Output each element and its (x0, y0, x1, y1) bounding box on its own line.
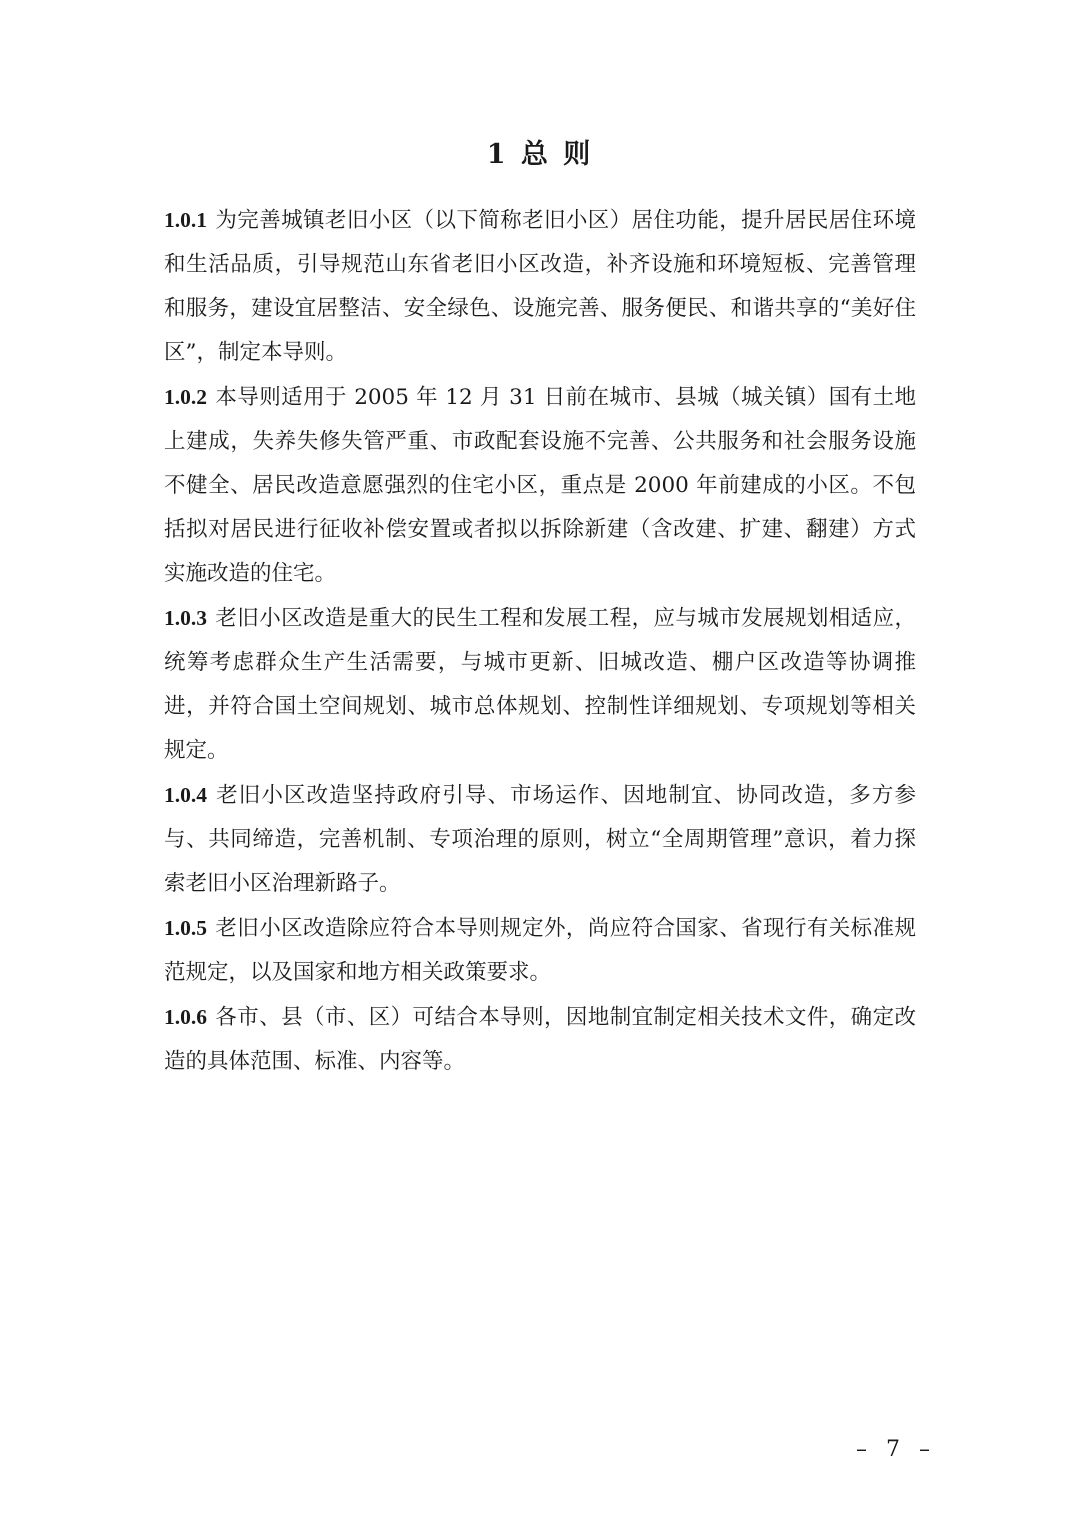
clause-number: 1.0.1 (164, 208, 207, 232)
clause-number: 1.0.3 (164, 606, 207, 630)
clause-text: 各市、县（市、区）可结合本导则，因地制宜制定相关技术文件，确定改造的具体范围、标准、内容等。 (164, 1005, 916, 1074)
clause-list (164, 198, 916, 1084)
clause-1-0-1 (164, 198, 916, 375)
clause-1-0-6 (164, 995, 916, 1084)
clause-number: 1.0.6 (164, 1005, 207, 1029)
clause-text: 为完善城镇老旧小区（以下简称老旧小区）居住功能，提升居民居住环境和生活品质，引导规范山东省老旧小区改造，补齐设施和环境短板、完善管理和服务，建设宜居整洁、安全绿色、设施完善、服务便民、和谐共享的“美好住区”，制定本导则。 (164, 208, 916, 365)
clause-number: 1.0.5 (164, 916, 207, 940)
clause-text: 本导则适用于 2005 年 12 月 31 日前在城市、县城（城关镇）国有土地上建成，失养失修失管严重、市政配套设施不完善、公共服务和社会服务设施不健全、居民改造意愿强烈的住宅小区，重点是 2000 年前建成的小区。不包括拟对居民进行征收补偿安置或者拟以拆除新建（含改建、扩建、翻建）方式实施改造的住宅。 (164, 385, 916, 586)
clause-number: 1.0.4 (164, 783, 207, 807)
clause-number: 1.0.2 (164, 385, 207, 409)
clause-text: 老旧小区改造是重大的民生工程和发展工程，应与城市发展规划相适应，统筹考虑群众生产生活需要，与城市更新、旧城改造、棚户区改造等协调推进，并符合国土空间规划、城市总体规划、控制性详细规划、专项规划等相关规定。 (164, 606, 916, 763)
page-number: – 7 – (856, 1437, 936, 1462)
clause-1-0-2 (164, 375, 916, 596)
clause-text: 老旧小区改造除应符合本导则规定外，尚应符合国家、省现行有关标准规范规定，以及国家和地方相关政策要求。 (164, 916, 916, 985)
clause-text: 老旧小区改造坚持政府引导、市场运作、因地制宜、协同改造，多方参与、共同缔造，完善机制、专项治理的原则，树立“全周期管理”意识，着力探索老旧小区治理新路子。 (164, 783, 916, 896)
clause-1-0-4 (164, 773, 916, 906)
clause-1-0-3 (164, 596, 916, 773)
chapter-title: 1 总 则 (486, 139, 594, 170)
clause-1-0-5 (164, 906, 916, 995)
